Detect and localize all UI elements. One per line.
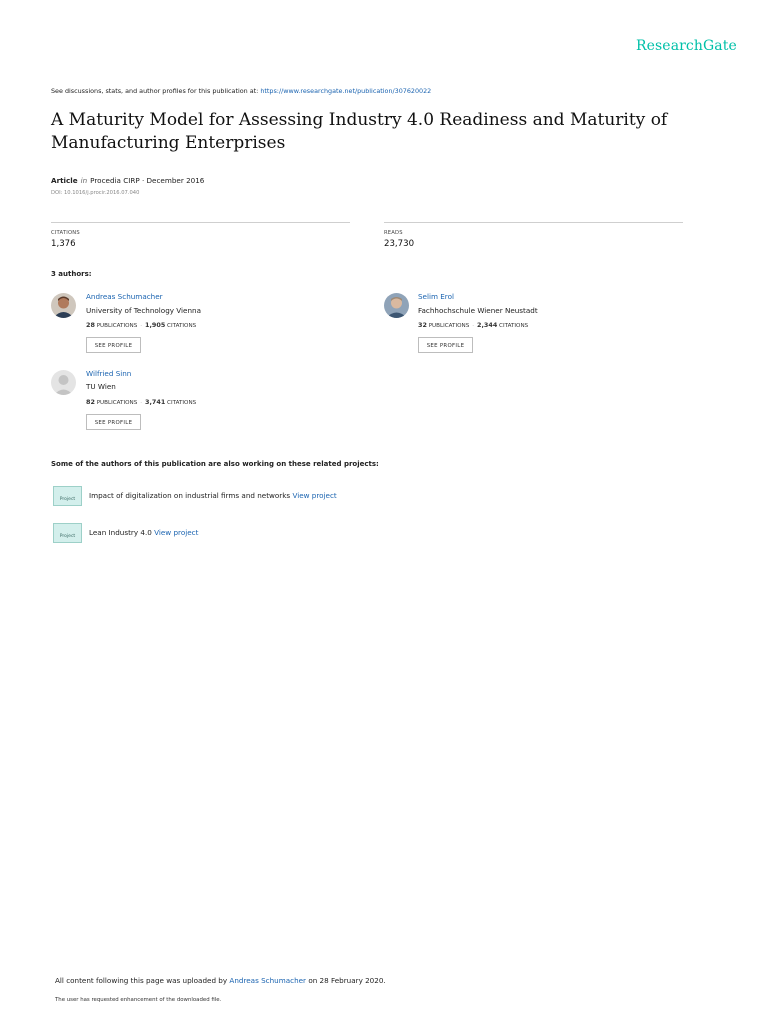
project-item <box>89 528 198 537</box>
publication-venue: Procedia CIRP · December 2016 <box>90 176 205 185</box>
publications-label: PUBLICATIONS <box>96 400 138 406</box>
publication-doi: DOI: 10.1016/j.procir.2016.07.040 <box>51 190 140 196</box>
reads-label: READS <box>384 230 403 236</box>
citations-label: CITATIONS <box>499 323 529 329</box>
project-icon <box>53 486 82 506</box>
see-profile-button[interactable]: SEE PROFILE <box>86 337 141 353</box>
citations-count: 1,905 <box>145 321 166 329</box>
author-stats: 32 PUBLICATIONS · 2,344 CITATIONS <box>418 321 529 329</box>
divider <box>51 222 350 223</box>
avatar[interactable] <box>384 293 409 318</box>
project-icon-label: Project <box>59 497 76 502</box>
intro-text: See discussions, stats, and author profiles for this publication at: <box>51 87 259 95</box>
see-profile-button[interactable]: SEE PROFILE <box>86 414 141 430</box>
publications-label: PUBLICATIONS <box>428 323 470 329</box>
view-project-link[interactable]: View project <box>292 491 337 500</box>
publications-label: PUBLICATIONS <box>96 323 138 329</box>
see-profile-button[interactable]: SEE PROFILE <box>418 337 473 353</box>
enhancement-note: The user has requested enhancement of the downloaded file. <box>55 997 222 1003</box>
publication-meta <box>51 176 204 185</box>
author-stats: 28 PUBLICATIONS · 1,905 CITATIONS <box>86 321 197 329</box>
publications-count: 82 <box>86 398 95 406</box>
intro-line <box>51 87 431 95</box>
related-projects-heading: Some of the authors of this publication are also working on these related projects: <box>51 460 379 468</box>
in-label: in <box>80 176 88 185</box>
avatar[interactable] <box>51 370 76 395</box>
divider <box>384 222 683 223</box>
project-icon-label: Project <box>59 534 76 539</box>
project-icon <box>53 523 82 543</box>
author-name[interactable]: Selim Erol <box>418 292 454 301</box>
researchgate-logo[interactable]: ResearchGate <box>636 38 737 54</box>
citations-label: CITATIONS <box>167 323 197 329</box>
author-institution: University of Technology Vienna <box>86 306 201 315</box>
authors-heading: 3 authors: <box>51 270 92 278</box>
citations-count: 2,344 <box>477 321 498 329</box>
person-photo-icon <box>384 293 409 318</box>
citations-value: 1,376 <box>51 239 76 249</box>
author-institution: Fachhochschule Wiener Neustadt <box>418 306 538 315</box>
author-stats: 82 PUBLICATIONS · 3,741 CITATIONS <box>86 398 197 406</box>
publications-count: 28 <box>86 321 95 329</box>
author-name[interactable]: Wilfried Sinn <box>86 369 132 378</box>
publication-title: A Maturity Model for Assessing Industry 4.0 Readiness and Maturity of Manufacturing Enterprises <box>51 110 668 153</box>
citations-label: CITATIONS <box>51 230 80 236</box>
author-institution: TU Wien <box>86 382 116 391</box>
project-title: Lean Industry 4.0 <box>89 528 152 537</box>
view-project-link[interactable]: View project <box>154 528 199 537</box>
citations-label: CITATIONS <box>167 400 197 406</box>
reads-value: 23,730 <box>384 239 415 249</box>
citations-count: 3,741 <box>145 398 166 406</box>
person-photo-icon <box>51 293 76 318</box>
default-avatar-icon <box>51 370 76 395</box>
publication-type: Article <box>51 176 78 185</box>
project-item <box>89 491 337 500</box>
uploader-link[interactable]: Andreas Schumacher <box>229 976 307 985</box>
author-name[interactable]: Andreas Schumacher <box>86 292 163 301</box>
publication-link[interactable]: https://www.researchgate.net/publication/307620022 <box>260 87 432 95</box>
publications-count: 32 <box>418 321 427 329</box>
avatar[interactable] <box>51 293 76 318</box>
upload-note <box>55 976 386 985</box>
upload-prefix: All content following this page was uploaded by <box>55 976 228 985</box>
project-title: Impact of digitalization on industrial firms and networks <box>89 491 291 500</box>
upload-suffix: on 28 February 2020. <box>308 976 386 985</box>
